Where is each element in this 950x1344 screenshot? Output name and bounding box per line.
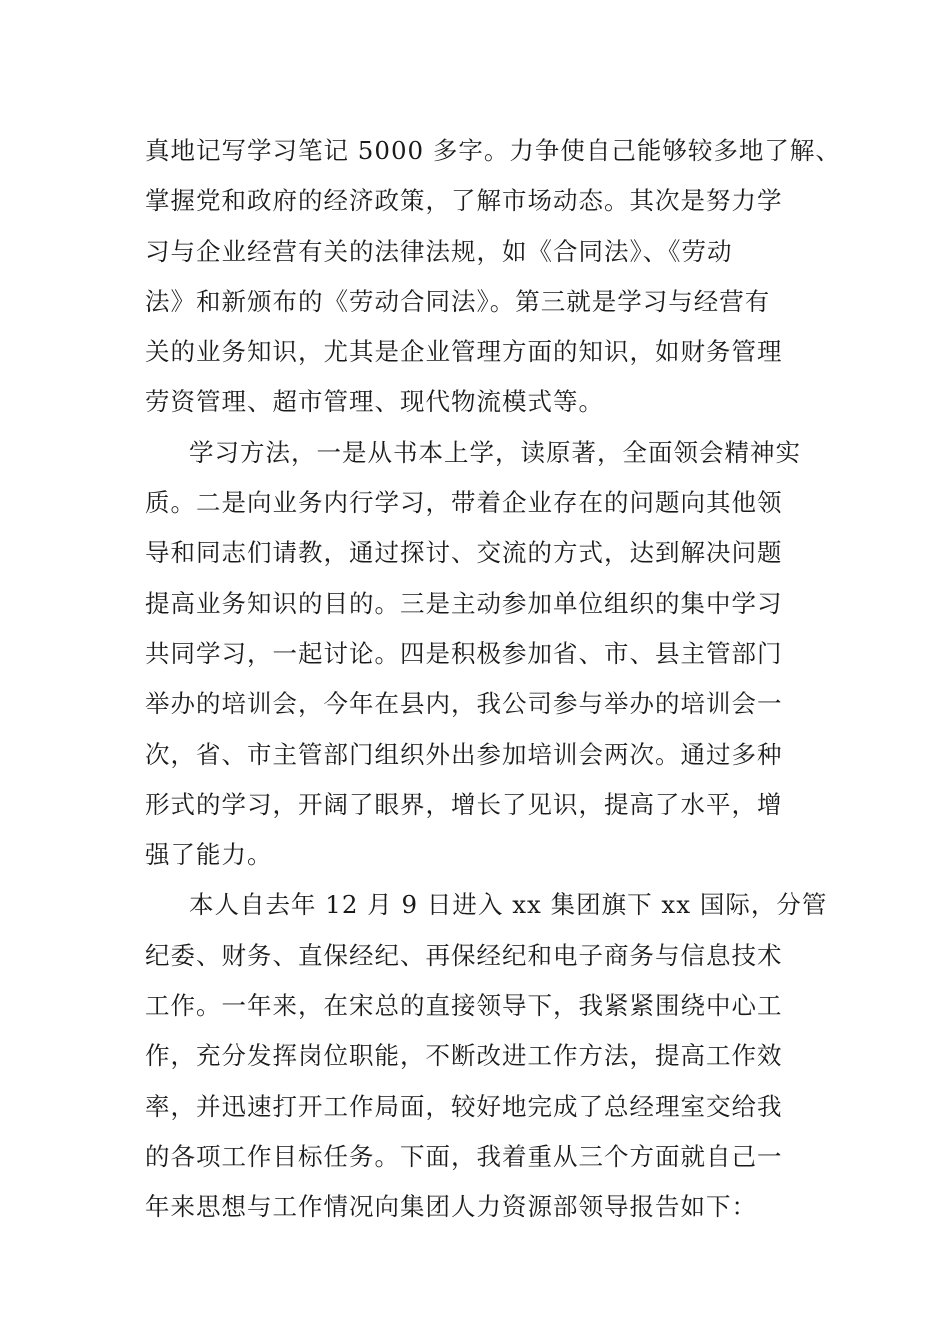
text-line: 率，并迅速打开工作局面，较好地完成了总经理室交给我 (145, 1091, 783, 1121)
paragraph-study-methods (145, 428, 845, 881)
text-line: 学习方法，一是从书本上学，读原著，全面领会精神实 (189, 437, 801, 467)
text-line: 法》和新颁布的《劳动合同法》。第三就是学习与经营有 (145, 286, 771, 316)
text-line: 年来思想与工作情况向集团人力资源部领导报告如下： (145, 1192, 757, 1222)
text-line: 真地记写学习笔记 5000 多字。力争使自己能够较多地了解、 (145, 136, 841, 165)
text-line: 导和同志们请教，通过探讨、交流的方式，达到解决问题 (145, 538, 783, 568)
text-line: 提高业务知识的目的。三是主动参加单位组织的集中学习 (145, 588, 783, 618)
text-line: 纪委、财务、直保经纪、再保经纪和电子商务与信息技术 (145, 940, 783, 970)
text-line: 劳资管理、超市管理、现代物流模式等。 (145, 387, 604, 417)
text-line: 关的业务知识，尤其是企业管理方面的知识，如财务管理 (145, 337, 783, 367)
text-line: 共同学习，一起讨论。四是积极参加省、市、县主管部门 (145, 638, 783, 668)
text-line: 次，省、市主管部门组织外出参加培训会两次。通过多种 (145, 739, 783, 769)
text-line: 掌握党和政府的经济政策，了解市场动态。其次是努力学 (145, 186, 783, 216)
text-line: 习与企业经营有关的法律法规，如《合同法》、《劳动 (145, 236, 733, 266)
text-line: 强了能力。 (145, 840, 273, 870)
text-line: 的各项工作目标任务。下面，我着重从三个方面就自己一 (145, 1141, 783, 1171)
text-line: 作，充分发挥岗位职能，不断改进工作方法，提高工作效 (145, 1041, 783, 1071)
text-line: 形式的学习，开阔了眼界，增长了见识，提高了水平，增 (145, 789, 783, 819)
paragraph-work-report (145, 880, 845, 1232)
text-line: 举办的培训会，今年在县内，我公司参与举办的培训会一 (145, 689, 783, 719)
paragraph-study-content (145, 126, 845, 428)
document-body (145, 126, 845, 1233)
text-line: 质。二是向业务内行学习，带着企业存在的问题向其他领 (145, 488, 783, 518)
text-line: 工作。一年来，在宋总的直接领导下，我紧紧围绕中心工 (145, 991, 783, 1021)
text-line: 本人自去年 12 月 9 日进入 xx 集团旗下 xx 国际，分管 (189, 890, 828, 920)
